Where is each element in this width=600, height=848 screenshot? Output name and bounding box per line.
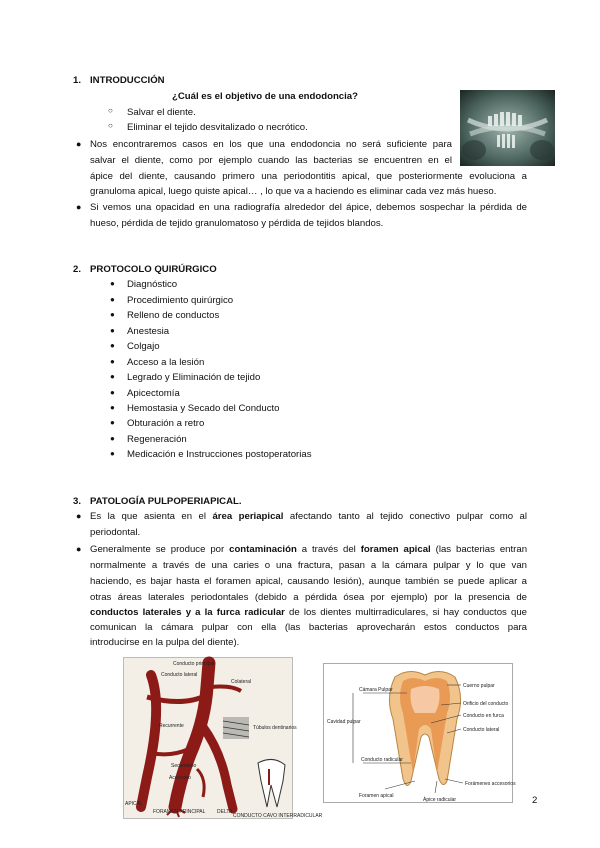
section-3-number: 3. [73,496,82,507]
circle-bullet-icon: ○ [108,106,113,115]
label-secundario: Secundario [171,763,197,769]
label-conducto-lateral: Conducto lateral [463,727,500,733]
paragraph-line: Si vemos una opacidad en una radiografía alrededor del ápice, debemos sospechar la pérdida de [90,202,527,213]
tooth-pulp-anatomy-figure [323,663,516,803]
paragraph-line: comunican la cámara pulpar con ella (las bacterias aprovecharán estos conductos para [90,622,527,633]
bullet-icon: ● [110,326,115,335]
objective-item: Salvar el diente. [127,107,196,118]
paragraph-line: Nos encontraremos casos en los que una endodoncia no será suficiente para [90,139,452,150]
list-item: Diagnóstico [127,279,178,290]
bullet-icon: ● [110,449,115,458]
section-2-number: 2. [73,264,82,275]
bullet-icon: ● [110,403,115,412]
bullet-icon: ● [110,341,115,350]
label-colateral: Colateral [231,679,252,685]
paragraph-line: normalmente a través de una caries o una fractura, pasan a la cámara pulpar y lo que van [90,560,527,571]
label-delta: DELTA [217,809,233,815]
label-camara-pulpar: Cámara Pulpar [359,687,393,693]
panoramic-xray-image [460,90,555,166]
paragraph-line: conductos laterales y a la furca radicular de los dientes multirradiculares, si hay conductos que [90,607,527,618]
objective-item: Eliminar el tejido desvitalizado o necrótico. [127,122,308,133]
label-apical: APICAL [125,801,143,807]
label-foramen-principal: FORAMEN PRINCIPAL [153,809,206,815]
label-recurrente: Recurrente [159,723,184,729]
label-conducto-principal: Conducto principal [173,661,215,667]
bullet-icon: ● [110,372,115,381]
label-cavidad-pulpar: Cavidad pulpar [327,719,361,725]
label-foramen-apical: Foramen apical [359,793,394,799]
label-interradicular: CONDUCTO CAVO INTERRADICULAR [233,813,323,819]
list-item: Medicación e Instrucciones postoperatorias [127,449,312,460]
label-conducto-radicular: Conducto radicular [361,757,403,763]
label-tubulos: Túbulos dentinarios [253,725,297,731]
root-canal-system-figure [123,657,323,819]
section-1-title: INTRODUCCIÓN [90,75,165,86]
paragraph-line: periodontal. [90,527,141,538]
section-2-title: PROTOCOLO QUIRÚRGICO [90,264,217,275]
list-item: Anestesia [127,326,170,337]
list-item: Procedimiento quirúrgico [127,295,234,306]
list-item: Relleno de conductos [127,310,220,321]
bullet-icon: ● [76,202,82,212]
section-3-title: PATOLOGÍA PULPOPERIAPICAL. [90,496,242,507]
bullet-icon: ● [76,139,82,149]
list-item: Legrado y Eliminación de tejido [127,372,261,383]
bullet-icon: ● [76,511,82,521]
paragraph-line: hueso, pérdida de tejido granulomatoso y pérdida de tejidos blandos. [90,218,384,229]
bullet-icon: ● [110,295,115,304]
section-1-number: 1. [73,75,82,86]
list-item: Hemostasia y Secado del Conducto [127,403,280,414]
bullet-icon: ● [110,434,115,443]
bullet-icon: ● [110,388,115,397]
paragraph-line: haciendo, es bajar hasta el foramen apical, causando lesión), aunque también se puede aplicar a [90,576,527,587]
paragraph-line: granuloma apical, luego quiste apical… , lo que va a haciendo es eliminar cada vez más hueso. [90,186,497,197]
list-item: Acceso a la lesión [127,357,205,368]
paragraph-line: introducirse en la pulpa del diente). [90,637,240,648]
label-accesorio: Accesorio [169,775,191,781]
label-conducto-furca: Conducto en furca [463,713,504,719]
list-item: Apicectomía [127,388,180,399]
paragraph-line: Es la que asienta en el área periapical afectando tanto al tejido conectivo pulpar como al [90,511,528,522]
label-apice-radicular: Ápice radicular [423,797,457,803]
label-conducto-lateral: Conducto lateral [161,672,198,678]
bullet-icon: ● [110,357,115,366]
objective-question: ¿Cuál es el objetivo de una endodoncia? [171,91,359,102]
list-item: Regeneración [127,434,187,445]
list-item: Colgajo [127,341,160,352]
bullet-icon: ● [110,418,115,427]
bullet-icon: ● [76,544,82,554]
label-orificio-conducto: Orificio del conducto [463,701,509,707]
paragraph-line: Generalmente se produce por contaminación a través del foramen apical (las bacterias entran [90,544,528,555]
paragraph-line: ápice del diente, causando primero una periodontitis apical, que posteriormente evoluciona a [90,171,527,182]
page-number: 2 [532,795,538,806]
list-item: Obturación a retro [127,418,205,429]
circle-bullet-icon: ○ [108,121,113,130]
bullet-icon: ● [110,310,115,319]
paragraph-line: salvar el diente, como por ejemplo cuando las bacterias se encuentren en el [90,155,452,166]
paragraph-line: otras áreas laterales periodontales (debido a pérdida ósea por ejemplo) por la presencia de [90,592,527,603]
label-foramenes-accesorios: Forámenes accesorios [465,781,516,787]
bullet-icon: ● [110,279,115,288]
label-cuerno-pulpar: Cuerno pulpar [463,683,495,689]
